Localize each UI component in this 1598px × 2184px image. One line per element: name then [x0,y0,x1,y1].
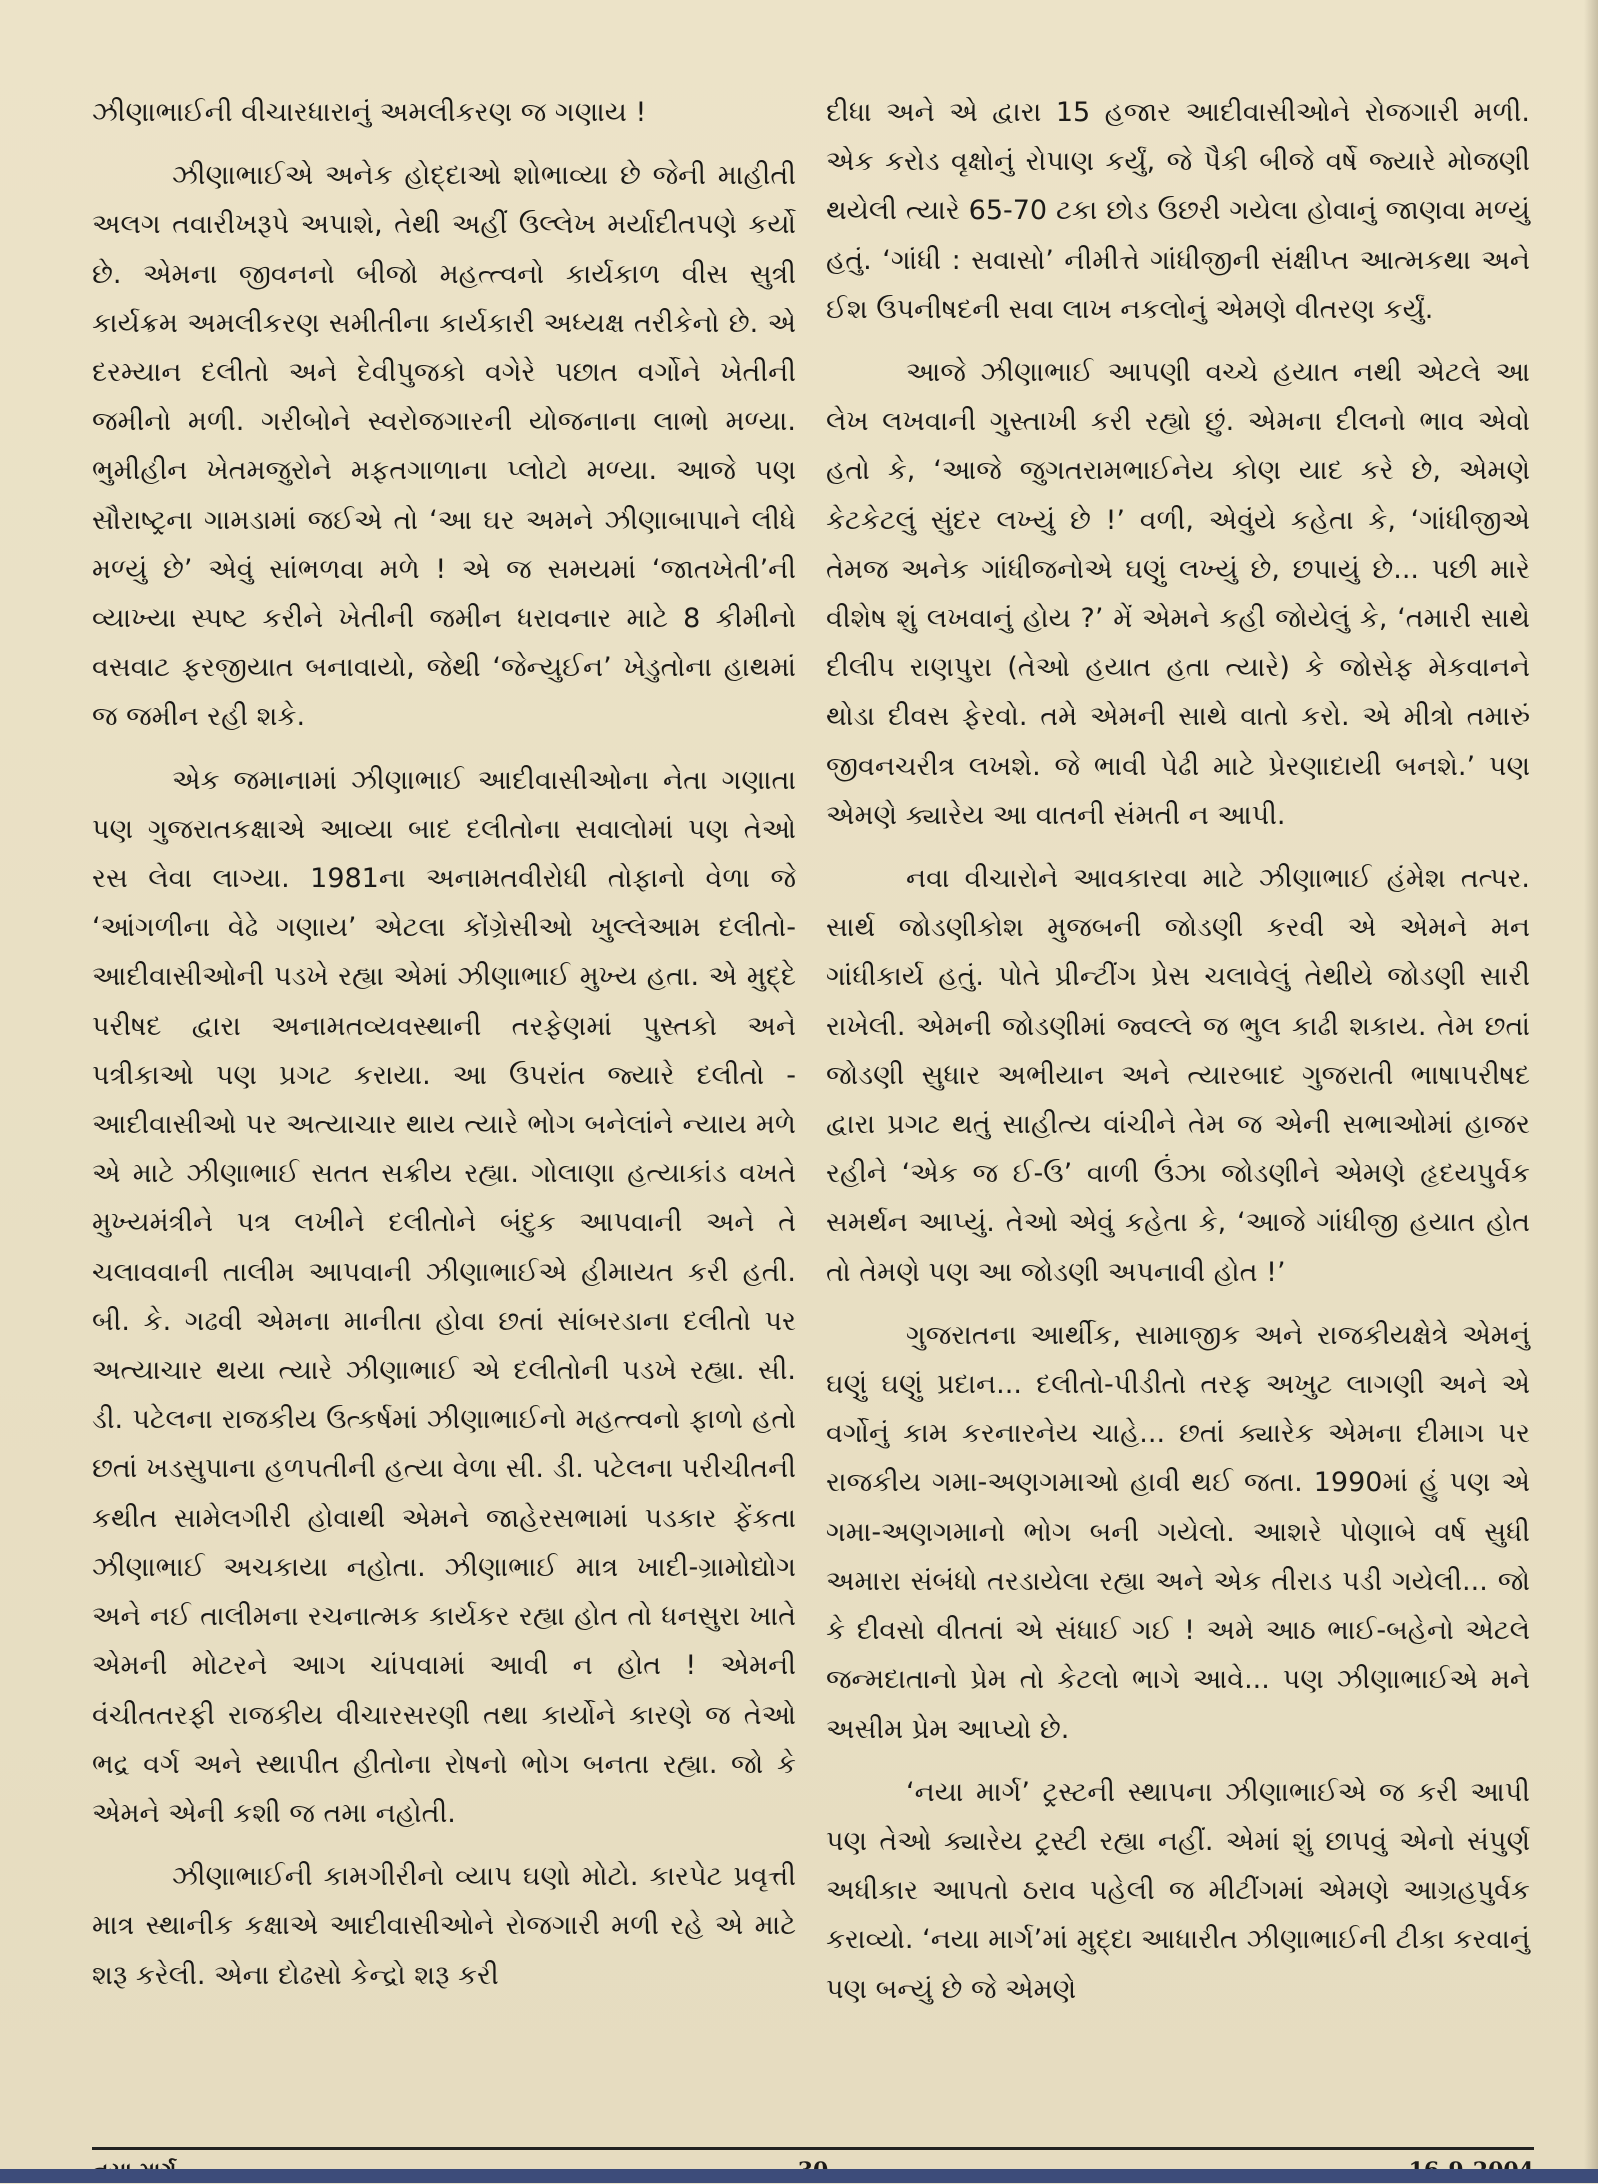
right-column [826,88,1530,2028]
page-edge-shadow [1584,0,1598,2183]
right-paragraph-4: ગુજરાતના આર્થીક, સામાજીક અને રાજકીયક્ષેત્રે એમનું ઘણું ઘણું પ્રદાન... દલીતો-પીડીતો તરફ અખુટ લાગણી અને એ વર્ગોનું કામ કરનારનેય ચાહે... છતાં ક્યારેક એમના દીમાગ પર રાજકીય ગમા-અણગમાઓ હાવી થઈ જતા. 1990માં હું પણ એ ગમા-અણગમાનો ભોગ બની ગયેલો. આશરે પોણાબે વર્ષ સુધી અમારા સંબંધો તરડાયેલા રહ્યા અને એક તીરાડ પડી ગયેલી... જો કે દીવસો વીતતાં એ સંધાઈ ગઈ ! અમે આઠ ભાઈ-બહેનો એટલે જન્મદાતાનો પ્રેમ તો કેટલો ભાગે આવે... પણ ઝીણાભાઈએ મને અસીમ પ્રેમ આપ્યો છે. [826,1319,1530,1745]
left-paragraph-1: ઝીણાભાઈની વીચારધારાનું અમલીકરણ જ ગણાય ! [92,97,647,128]
scan-background-band [0,2169,1598,2183]
left-column [92,88,796,2014]
right-paragraph-5: ‘નયા માર્ગ’ ટ્રસ્ટની સ્થાપના ઝીણાભાઈએ જ કરી આપી પણ તેઓ ક્યારેય ટ્રસ્ટી રહ્યા નહીં. એમાં શું છાપવું એનો સંપુર્ણ અધીકાર આપતો ઠરાવ પહેલી જ મીટીંગમાં એમણે આગ્રહપુર્વક કરાવ્યો. ‘નયા માર્ગ’માં મુદ્દા આધારીત ઝીણાભાઈની ટીકા કરવાનું પણ બન્યું છે જે એમણે [826,1776,1530,2005]
right-paragraph-2: આજે ઝીણાભાઈ આપણી વચ્ચે હયાત નથી એટલે આ લેખ લખવાની ગુસ્તાખી કરી રહ્યો છું. એમના દીલનો ભાવ એવો હતો કે, ‘આજે જુગતરામભાઈનેય કોણ યાદ કરે છે, એમણે કેટકેટલું સુંદર લખ્યું છે !’ વળી, એવુંયે કહેતા કે, ‘ગાંધીજીએ તેમજ અનેક ગાંધીજનોએ ઘણું લખ્યું છે, છપાયું છે... પછી મારે વીશેષ શું લખવાનું હોય ?’ મેં એમને કહી જોયેલું કે, ‘તમારી સાથે દીલીપ રાણપુરા (તેઓ હયાત હતા ત્યારે) કે જોસેફ મેકવાનને થોડા દીવસ ફેરવો. તમે એમની સાથે વાતો કરો. એ મીત્રો તમારું જીવનચરીત્ર લખશે. જે ભાવી પેઢી માટે પ્રેરણાદાયી બનશે.’ પણ એમણે ક્યારેય આ વાતની સંમતી ન આપી. [826,357,1530,831]
footer-rule [92,2147,1534,2150]
left-paragraph-3: એક જમાનામાં ઝીણાભાઈ આદીવાસીઓના નેતા ગણાતા પણ ગુજરાતકક્ષાએ આવ્યા બાદ દલીતોના સવાલોમાં પણ તેઓ રસ લેવા લાગ્યા. 1981ના અનામતવીરોધી તોફાનો વેળા જે ‘આંગળીના વેઢે ગણાય’ એટલા કોંગ્રેસીઓ ખુલ્લેઆમ દલીતો-આદીવાસીઓની પડખે રહ્યા એમાં ઝીણાભાઈ મુખ્ય હતા. એ મુદ્દે પરીષદ દ્વારા અનામતવ્યવસ્થાની તરફેણમાં પુસ્તકો અને પત્રીકાઓ પણ પ્રગટ કરાયા. આ ઉપરાંત જ્યારે દલીતો - આદીવાસીઓ પર અત્યાચાર થાય ત્યારે ભોગ બનેલાંને ન્યાય મળે એ માટે ઝીણાભાઈ સતત સક્રીય રહ્યા. ગોલાણા હત્યાકાંડ વખતે મુખ્યમંત્રીને પત્ર લખીને દલીતોને બંદુક આપવાની અને તે ચલાવવાની તાલીમ આપવાની ઝીણાભાઈએ હીમાયત કરી હતી. બી. કે. ગઢવી એમના માનીતા હોવા છતાં સાંબરડાના દલીતો પર અત્યાચાર થયા ત્યારે ઝીણાભાઈ એ દલીતોની પડખે રહ્યા. સી. ડી. પટેલના રાજકીય ઉત્કર્ષમાં ઝીણાભાઈનો મહત્ત્વનો ફાળો હતો છતાં ખડસુપાના હળપતીની હત્યા વેળા સી. ડી. પટેલના પરીચીતની કથીત સામેલગીરી હોવાથી એમને જાહેરસભામાં પડકાર ફેંકતા ઝીણાભાઈ અચકાયા નહોતા. ઝીણાભાઈ માત્ર ખાદી-ગ્રામોદ્યોગ અને નઈ તાલીમના રચનાત્મક કાર્યકર રહ્યા હોત તો ધનસુરા ખાતે એમની મોટરને આગ ચાંપવામાં આવી ન હોત ! એમની વંચીતતરફી રાજકીય વીચારસરણી તથા કાર્યોને કારણે જ તેઓ ભદ્ર વર્ગ અને સ્થાપીત હીતોના રોષનો ભોગ બનતા રહ્યા. જો કે એમને એની કશી જ તમા નહોતી. [92,764,796,1829]
right-paragraph-1: દીધા અને એ દ્વારા 15 હજાર આદીવાસીઓને રોજગારી મળી. એક કરોડ વૃક્ષોનું રોપાણ કર્યું, જે પૈકી બીજે વર્ષે જ્યારે મોજણી થયેલી ત્યારે 65-70 ટકા છોડ ઉછરી ગયેલા હોવાનું જાણવા મળ્યું હતું. ‘ગાંધી : સવાસો’ નીમીત્તે ગાંધીજીની સંક્ષીપ્ત આત્મકથા અને ઈશ ઉપનીષદની સવા લાખ નકલોનું એમણે વીતરણ કર્યું. [826,97,1530,325]
left-paragraph-2: ઝીણાભાઈએ અનેક હોદ્દાઓ શોભાવ્યા છે જેની માહીતી અલગ તવારીખરૂપે અપાશે, તેથી અહીં ઉલ્લેખ મર્યાદીતપણે કર્યો છે. એમના જીવનનો બીજો મહત્ત્વનો કાર્યકાળ વીસ સુત્રી કાર્યક્રમ અમલીકરણ સમીતીના કાર્યકારી અધ્યક્ષ તરીકેનો છે. એ દરમ્યાન દલીતો અને દેવીપુજકો વગેરે પછાત વર્ગોને ખેતીની જમીનો મળી. ગરીબોને સ્વરોજગારની યોજનાના લાભો મળ્યા. ભુમીહીન ખેતમજુરોને મફતગાળાના પ્લોટો મળ્યા. આજે પણ સૌરાષ્ટ્રના ગામડામાં જઈએ તો ‘આ ઘર અમને ઝીણાબાપાને લીધે મળ્યું છે’ એવું સાંભળવા મળે ! એ જ સમયમાં ‘જાતખેતી’ની વ્યાખ્યા સ્પષ્ટ કરીને ખેતીની જમીન ધરાવનાર માટે 8 કીમીનો વસવાટ ફરજીયાત બનાવાયો, જેથી ‘જેન્યુઈન’ ખેડુતોના હાથમાં જ જમીન રહી શકે. [92,160,796,733]
left-paragraph-4: ઝીણાભાઈની કામગીરીનો વ્યાપ ઘણો મોટો. કારપેટ પ્રવૃત્તી માત્ર સ્થાનીક કક્ષાએ આદીવાસીઓને રોજગારી મળી રહે એ માટે શરૂ કરેલી. એના દોઢસો કેન્દ્રો શરૂ કરી [92,1861,796,1991]
right-paragraph-3: નવા વીચારોને આવકારવા માટે ઝીણાભાઈ હંમેશ તત્પર. સાર્થ જોડણીકોશ મુજબની જોડણી કરવી એ એમને મન ગાંધીકાર્ય હતું. પોતે પ્રીન્ટીંગ પ્રેસ ચલાવેલું તેથીયે જોડણી સારી રાખેલી. એમની જોડણીમાં જ્વલ્લે જ ભુલ કાઢી શકાય. તેમ છતાં જોડણી સુધાર અભીયાન અને ત્યારબાદ ગુજરાતી ભાષાપરીષદ દ્વારા પ્રગટ થતું સાહીત્ય વાંચીને તેમ જ એની સભાઓમાં હાજર રહીને ‘એક જ ઈ-ઉ’ વાળી ઉંઝા જોડણીને એમણે હૃદયપુર્વક સમર્થન આપ્યું. તેઓ એવું કહેતા કે, ‘આજે ગાંધીજી હયાત હોત તો તેમણે પણ આ જોડણી અપનાવી હોત !’ [826,863,1530,1288]
